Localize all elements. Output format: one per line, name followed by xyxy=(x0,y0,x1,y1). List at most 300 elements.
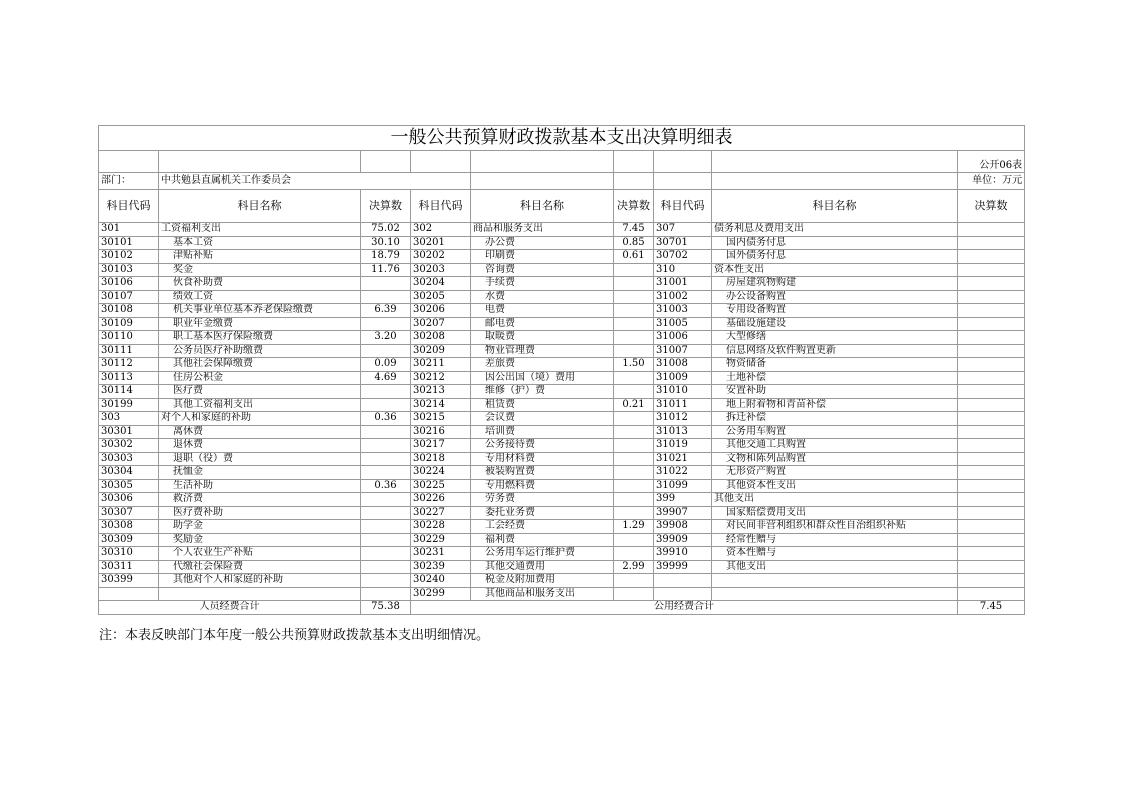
name-cell: 福利费 xyxy=(471,533,614,547)
name-cell: 助学金 xyxy=(159,520,361,534)
unit-label: 单位：万元 xyxy=(958,173,1025,190)
amount-cell: 0.85 xyxy=(614,236,654,250)
amount-cell xyxy=(958,358,1025,372)
code-cell: 30206 xyxy=(411,304,471,318)
amount-cell xyxy=(958,277,1025,291)
code-cell: 30214 xyxy=(411,398,471,412)
code-cell: 30399 xyxy=(99,574,159,588)
name-cell: 其他支出 xyxy=(712,493,958,507)
personnel-total-value: 75.38 xyxy=(361,601,411,615)
header-amount: 决算数 xyxy=(958,190,1025,223)
code-cell: 30239 xyxy=(411,560,471,574)
table-row xyxy=(99,412,1025,426)
code-cell: 307 xyxy=(654,223,712,237)
name-cell: 医疗费补助 xyxy=(159,506,361,520)
code-cell: 30212 xyxy=(411,371,471,385)
table-row xyxy=(99,371,1025,385)
budget-sheet xyxy=(98,125,1024,615)
amount-cell xyxy=(361,398,411,412)
amount-cell xyxy=(361,493,411,507)
amount-cell xyxy=(958,304,1025,318)
table-row xyxy=(99,331,1025,345)
amount-cell xyxy=(958,385,1025,399)
name-cell: 其他商品和服务支出 xyxy=(471,587,614,601)
code-cell: 30203 xyxy=(411,263,471,277)
name-cell: 其他交通费用 xyxy=(471,560,614,574)
code-cell: 30311 xyxy=(99,560,159,574)
name-cell: 资本性支出 xyxy=(712,263,958,277)
amount-cell xyxy=(958,493,1025,507)
code-cell: 30304 xyxy=(99,466,159,480)
amount-cell xyxy=(958,520,1025,534)
amount-cell xyxy=(361,385,411,399)
amount-cell xyxy=(614,277,654,291)
name-cell: 住房公积金 xyxy=(159,371,361,385)
amount-cell xyxy=(361,425,411,439)
amount-cell xyxy=(361,277,411,291)
code-cell: 303 xyxy=(99,412,159,426)
amount-cell: 1.50 xyxy=(614,358,654,372)
header-amount: 决算数 xyxy=(614,190,654,223)
amount-cell: 4.69 xyxy=(361,371,411,385)
footnote: 注：本表反映部门本年度一般公共预算财政拨款基本支出明细情况。 xyxy=(99,628,490,643)
header-amount: 决算数 xyxy=(361,190,411,223)
code-cell: 30209 xyxy=(411,344,471,358)
name-cell: 经常性赠与 xyxy=(712,533,958,547)
amount-cell xyxy=(958,452,1025,466)
name-cell: 奖金 xyxy=(159,263,361,277)
name-cell: 物资储备 xyxy=(712,358,958,372)
name-cell: 工会经费 xyxy=(471,520,614,534)
budget-table xyxy=(98,125,1025,615)
name-cell: 个人农业生产补贴 xyxy=(159,547,361,561)
amount-cell: 0.21 xyxy=(614,398,654,412)
amount-cell xyxy=(614,344,654,358)
amount-cell xyxy=(958,317,1025,331)
code-cell: 39909 xyxy=(654,533,712,547)
code-cell: 30306 xyxy=(99,493,159,507)
table-row xyxy=(99,290,1025,304)
amount-cell: 1.29 xyxy=(614,520,654,534)
name-cell: 拆迁补偿 xyxy=(712,412,958,426)
personnel-total-label: 人员经费合计 xyxy=(99,601,361,615)
amount-cell: 11.76 xyxy=(361,263,411,277)
name-cell: 对个人和家庭的补助 xyxy=(159,412,361,426)
name-cell: 咨询费 xyxy=(471,263,614,277)
amount-cell xyxy=(361,344,411,358)
name-cell: 奖励金 xyxy=(159,533,361,547)
code-cell: 30211 xyxy=(411,358,471,372)
name-cell: 被装购置费 xyxy=(471,466,614,480)
amount-cell xyxy=(361,317,411,331)
code-cell: 301 xyxy=(99,223,159,237)
name-cell: 物业管理费 xyxy=(471,344,614,358)
code-cell: 30229 xyxy=(411,533,471,547)
name-cell: 绩效工资 xyxy=(159,290,361,304)
amount-cell xyxy=(614,466,654,480)
amount-cell xyxy=(958,223,1025,237)
name-cell: 机关事业单位基本养老保险缴费 xyxy=(159,304,361,318)
code-cell: 310 xyxy=(654,263,712,277)
amount-cell xyxy=(614,263,654,277)
code-cell: 31010 xyxy=(654,385,712,399)
name-cell: 其他对个人和家庭的补助 xyxy=(159,574,361,588)
name-cell: 抚恤金 xyxy=(159,466,361,480)
amount-cell xyxy=(361,290,411,304)
amount-cell: 0.09 xyxy=(361,358,411,372)
code-cell: 30301 xyxy=(99,425,159,439)
amount-cell xyxy=(614,425,654,439)
code-cell: 30103 xyxy=(99,263,159,277)
name-cell: 邮电费 xyxy=(471,317,614,331)
table-row xyxy=(99,317,1025,331)
name-cell: 基础设施建设 xyxy=(712,317,958,331)
table-row xyxy=(99,223,1025,237)
code-cell: 30309 xyxy=(99,533,159,547)
amount-cell xyxy=(958,398,1025,412)
name-cell: 国外债务付息 xyxy=(712,250,958,264)
code-cell: 30112 xyxy=(99,358,159,372)
amount-cell xyxy=(361,466,411,480)
amount-cell xyxy=(958,290,1025,304)
code-cell: 31022 xyxy=(654,466,712,480)
name-cell: 因公出国（境）费用 xyxy=(471,371,614,385)
name-cell: 工资福利支出 xyxy=(159,223,361,237)
code-cell: 302 xyxy=(411,223,471,237)
name-cell: 资本性赠与 xyxy=(712,547,958,561)
header-code: 科目代码 xyxy=(99,190,159,223)
name-cell: 电费 xyxy=(471,304,614,318)
table-row xyxy=(99,250,1025,264)
code-cell: 39908 xyxy=(654,520,712,534)
name-cell: 培训费 xyxy=(471,425,614,439)
code-cell: 30227 xyxy=(411,506,471,520)
name-cell: 职业年金缴费 xyxy=(159,317,361,331)
name-cell: 救济费 xyxy=(159,493,361,507)
totals-row xyxy=(99,601,1025,615)
table-row xyxy=(99,452,1025,466)
name-cell: 代缴社会保险费 xyxy=(159,560,361,574)
amount-cell xyxy=(958,425,1025,439)
code-cell: 30701 xyxy=(654,236,712,250)
amount-cell xyxy=(614,371,654,385)
amount-cell xyxy=(958,236,1025,250)
code-cell: 30199 xyxy=(99,398,159,412)
name-cell: 其他资本性支出 xyxy=(712,479,958,493)
code-cell: 31002 xyxy=(654,290,712,304)
name-cell: 津贴补贴 xyxy=(159,250,361,264)
name-cell: 取暖费 xyxy=(471,331,614,345)
code-cell: 399 xyxy=(654,493,712,507)
name-cell: 房屋建筑物购建 xyxy=(712,277,958,291)
name-cell: 土地补偿 xyxy=(712,371,958,385)
code-cell: 30208 xyxy=(411,331,471,345)
code-cell: 30106 xyxy=(99,277,159,291)
name-cell xyxy=(712,574,958,588)
amount-cell xyxy=(958,439,1025,453)
code-cell: 31011 xyxy=(654,398,712,412)
code-cell: 30308 xyxy=(99,520,159,534)
name-cell: 印刷费 xyxy=(471,250,614,264)
code-cell: 31008 xyxy=(654,358,712,372)
amount-cell xyxy=(361,587,411,601)
name-cell: 退职（役）费 xyxy=(159,452,361,466)
dept-name: 中共勉县直属机关工作委员会 xyxy=(159,173,471,190)
code-cell: 30110 xyxy=(99,331,159,345)
public-total-label: 公用经费合计 xyxy=(411,601,958,615)
table-row xyxy=(99,479,1025,493)
amount-cell: 18.79 xyxy=(361,250,411,264)
public-total-value: 7.45 xyxy=(958,601,1025,615)
amount-cell: 30.10 xyxy=(361,236,411,250)
amount-cell xyxy=(614,439,654,453)
amount-cell xyxy=(958,479,1025,493)
amount-cell xyxy=(958,371,1025,385)
amount-cell xyxy=(361,452,411,466)
code-cell: 39999 xyxy=(654,560,712,574)
code-cell: 30107 xyxy=(99,290,159,304)
name-cell: 安置补助 xyxy=(712,385,958,399)
amount-cell xyxy=(361,520,411,534)
code-cell: 30216 xyxy=(411,425,471,439)
amount-cell xyxy=(361,533,411,547)
table-row xyxy=(99,277,1025,291)
amount-cell xyxy=(614,304,654,318)
name-cell: 公务用车运行维护费 xyxy=(471,547,614,561)
name-cell: 水费 xyxy=(471,290,614,304)
table-row xyxy=(99,304,1025,318)
name-cell: 办公费 xyxy=(471,236,614,250)
name-cell: 税金及附加费用 xyxy=(471,574,614,588)
amount-cell xyxy=(614,506,654,520)
amount-cell xyxy=(614,385,654,399)
table-row xyxy=(99,560,1025,574)
code-cell: 31003 xyxy=(654,304,712,318)
amount-cell xyxy=(614,547,654,561)
amount-cell: 6.39 xyxy=(361,304,411,318)
code-cell: 30217 xyxy=(411,439,471,453)
code-cell: 31006 xyxy=(654,331,712,345)
amount-cell xyxy=(361,506,411,520)
amount-cell xyxy=(958,412,1025,426)
amount-cell: 0.36 xyxy=(361,412,411,426)
table-row xyxy=(99,493,1025,507)
table-row xyxy=(99,533,1025,547)
amount-cell: 7.45 xyxy=(614,223,654,237)
name-cell: 会议费 xyxy=(471,412,614,426)
name-cell: 劳务费 xyxy=(471,493,614,507)
name-cell: 无形资产购置 xyxy=(712,466,958,480)
header-code: 科目代码 xyxy=(411,190,471,223)
table-row xyxy=(99,385,1025,399)
name-cell: 伙食补助费 xyxy=(159,277,361,291)
amount-cell xyxy=(614,533,654,547)
amount-cell xyxy=(614,412,654,426)
code-cell: 31001 xyxy=(654,277,712,291)
name-cell: 大型修缮 xyxy=(712,331,958,345)
table-row xyxy=(99,358,1025,372)
amount-cell xyxy=(361,560,411,574)
code-cell: 30228 xyxy=(411,520,471,534)
name-cell: 租赁费 xyxy=(471,398,614,412)
code-cell: 31021 xyxy=(654,452,712,466)
amount-cell xyxy=(614,587,654,601)
code-cell: 39910 xyxy=(654,547,712,561)
name-cell: 公务接待费 xyxy=(471,439,614,453)
code-cell: 30224 xyxy=(411,466,471,480)
name-cell: 基本工资 xyxy=(159,236,361,250)
amount-cell xyxy=(361,547,411,561)
name-cell: 退休费 xyxy=(159,439,361,453)
name-cell: 信息网络及软件购置更新 xyxy=(712,344,958,358)
name-cell: 医疗费 xyxy=(159,385,361,399)
amount-cell xyxy=(958,506,1025,520)
code-cell: 30702 xyxy=(654,250,712,264)
amount-cell: 2.99 xyxy=(614,560,654,574)
amount-cell: 3.20 xyxy=(361,331,411,345)
code-cell: 30204 xyxy=(411,277,471,291)
code-cell: 30218 xyxy=(411,452,471,466)
code-cell: 31099 xyxy=(654,479,712,493)
name-cell: 公务用车购置 xyxy=(712,425,958,439)
table-row xyxy=(99,506,1025,520)
name-cell: 委托业务费 xyxy=(471,506,614,520)
code-cell: 30207 xyxy=(411,317,471,331)
table-row xyxy=(99,574,1025,588)
code-cell: 30113 xyxy=(99,371,159,385)
table-row xyxy=(99,547,1025,561)
amount-cell xyxy=(614,317,654,331)
amount-cell xyxy=(958,587,1025,601)
name-cell: 维修（护）费 xyxy=(471,385,614,399)
amount-cell xyxy=(958,533,1025,547)
amount-cell xyxy=(958,250,1025,264)
name-cell: 专用设备购置 xyxy=(712,304,958,318)
amount-cell xyxy=(958,331,1025,345)
code-cell: 30102 xyxy=(99,250,159,264)
name-cell: 文物和陈列品购置 xyxy=(712,452,958,466)
header-name: 科目名称 xyxy=(471,190,614,223)
name-cell: 专用燃料费 xyxy=(471,479,614,493)
code-cell: 30111 xyxy=(99,344,159,358)
code-cell: 31019 xyxy=(654,439,712,453)
code-cell: 30303 xyxy=(99,452,159,466)
header-code: 科目代码 xyxy=(654,190,712,223)
amount-cell xyxy=(958,466,1025,480)
table-row xyxy=(99,520,1025,534)
amount-cell xyxy=(614,479,654,493)
code-cell: 30213 xyxy=(411,385,471,399)
table-row xyxy=(99,236,1025,250)
amount-cell xyxy=(614,574,654,588)
form-code: 公开06表 xyxy=(958,151,1025,173)
name-cell: 公务员医疗补助缴费 xyxy=(159,344,361,358)
code-cell: 30231 xyxy=(411,547,471,561)
code-cell: 31013 xyxy=(654,425,712,439)
name-cell: 商品和服务支出 xyxy=(471,223,614,237)
code-cell: 30299 xyxy=(411,587,471,601)
name-cell: 债务利息及费用支出 xyxy=(712,223,958,237)
code-cell xyxy=(654,587,712,601)
amount-cell xyxy=(614,331,654,345)
name-cell: 其他工资福利支出 xyxy=(159,398,361,412)
amount-cell xyxy=(614,290,654,304)
name-cell: 对民间非营利组织和群众性自治组织补贴 xyxy=(712,520,958,534)
name-cell: 国家赔偿费用支出 xyxy=(712,506,958,520)
table-row xyxy=(99,425,1025,439)
code-cell: 30305 xyxy=(99,479,159,493)
table-row xyxy=(99,439,1025,453)
name-cell: 离休费 xyxy=(159,425,361,439)
table-row xyxy=(99,398,1025,412)
name-cell: 职工基本医疗保险缴费 xyxy=(159,331,361,345)
code-cell: 30108 xyxy=(99,304,159,318)
code-cell: 30225 xyxy=(411,479,471,493)
code-cell xyxy=(99,587,159,601)
code-cell: 31005 xyxy=(654,317,712,331)
code-cell xyxy=(654,574,712,588)
code-cell: 30240 xyxy=(411,574,471,588)
amount-cell: 0.61 xyxy=(614,250,654,264)
name-cell xyxy=(159,587,361,601)
name-cell: 办公设备购置 xyxy=(712,290,958,304)
amount-cell: 0.36 xyxy=(361,479,411,493)
code-cell: 30114 xyxy=(99,385,159,399)
code-cell: 30101 xyxy=(99,236,159,250)
code-cell: 39907 xyxy=(654,506,712,520)
header-name: 科目名称 xyxy=(159,190,361,223)
amount-cell xyxy=(958,560,1025,574)
code-cell: 30109 xyxy=(99,317,159,331)
code-cell: 30302 xyxy=(99,439,159,453)
code-cell: 30215 xyxy=(411,412,471,426)
code-cell: 31012 xyxy=(654,412,712,426)
amount-cell: 75.02 xyxy=(361,223,411,237)
name-cell: 其他交通工具购置 xyxy=(712,439,958,453)
amount-cell xyxy=(361,574,411,588)
name-cell: 手续费 xyxy=(471,277,614,291)
amount-cell xyxy=(958,547,1025,561)
code-cell: 30226 xyxy=(411,493,471,507)
code-cell: 30205 xyxy=(411,290,471,304)
header-name: 科目名称 xyxy=(712,190,958,223)
code-cell: 31007 xyxy=(654,344,712,358)
name-cell: 生活补助 xyxy=(159,479,361,493)
code-cell: 30307 xyxy=(99,506,159,520)
name-cell: 其他支出 xyxy=(712,560,958,574)
table-row xyxy=(99,344,1025,358)
header-row xyxy=(99,190,1025,223)
table-row xyxy=(99,263,1025,277)
name-cell xyxy=(712,587,958,601)
amount-cell xyxy=(958,263,1025,277)
table-row xyxy=(99,587,1025,601)
amount-cell xyxy=(361,439,411,453)
name-cell: 地上附着物和青苗补偿 xyxy=(712,398,958,412)
amount-cell xyxy=(614,452,654,466)
code-cell: 31009 xyxy=(654,371,712,385)
amount-cell xyxy=(614,493,654,507)
amount-cell xyxy=(958,574,1025,588)
dept-label: 部门： xyxy=(99,173,159,190)
name-cell: 国内债务付息 xyxy=(712,236,958,250)
table-title: 一般公共预算财政拨款基本支出决算明细表 xyxy=(99,126,1025,151)
code-cell: 30201 xyxy=(411,236,471,250)
name-cell: 差旅费 xyxy=(471,358,614,372)
code-cell: 30202 xyxy=(411,250,471,264)
amount-cell xyxy=(958,344,1025,358)
code-cell: 30310 xyxy=(99,547,159,561)
